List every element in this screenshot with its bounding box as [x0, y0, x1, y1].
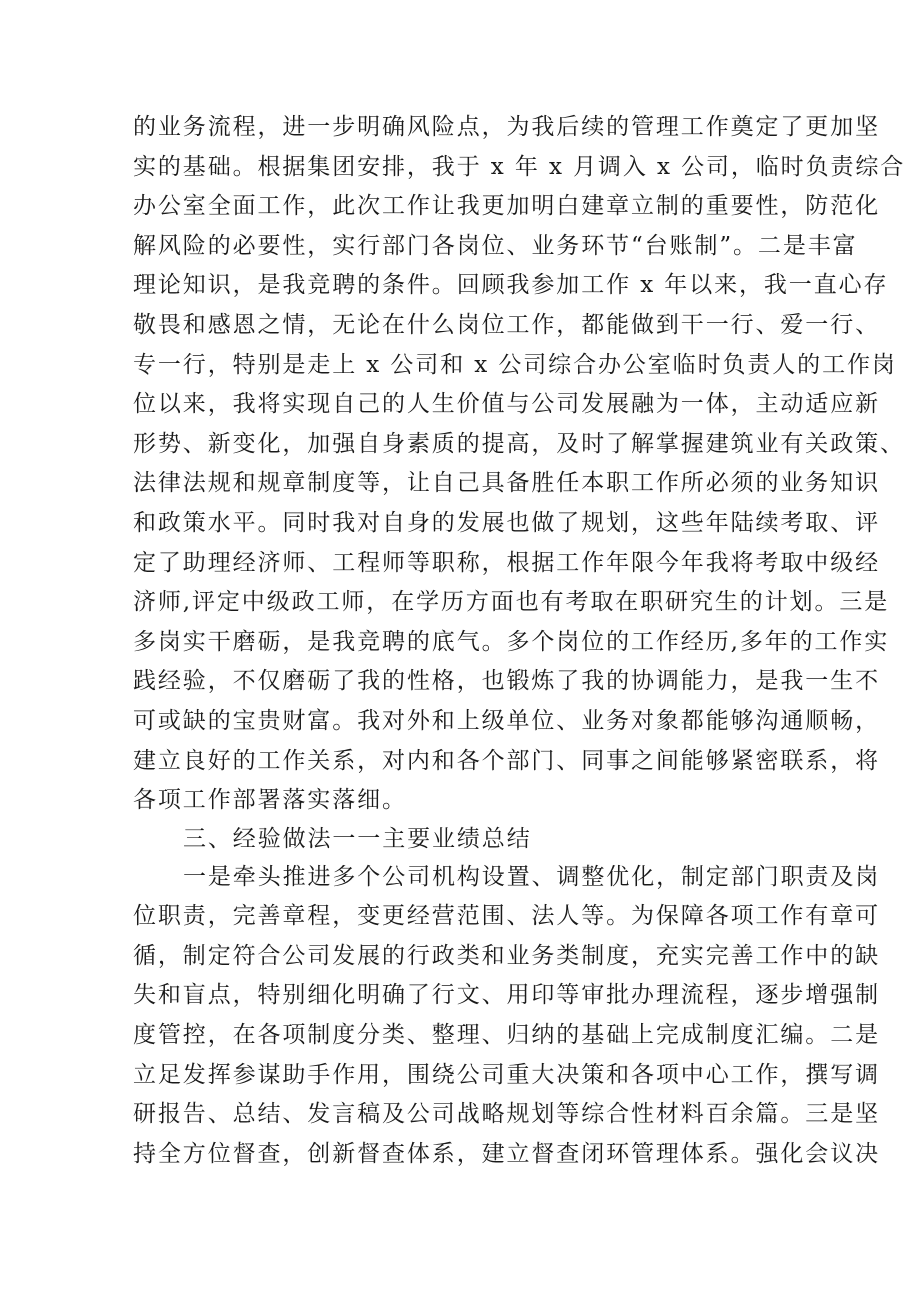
text-line: 办公室全面工作，此次工作让我更加明白建章立制的重要性，防范化	[133, 193, 880, 220]
text-line: 实的基础。根据集团安排，我于 x 年 x 月调入 x 公司，临时负责综合	[133, 153, 906, 180]
text-line: 多岗实干磨砺，是我竞聘的底气。多个岗位的工作经历,多年的工作实	[133, 628, 890, 655]
text-line: 的业务流程，进一步明确风险点，为我后续的管理工作奠定了更加坚	[133, 114, 880, 140]
text-line: 持全方位督查，创新督查体系，建立督查闭环管理体系。强化会议决	[133, 1140, 880, 1167]
section-heading: 三、经验做法一一主要业绩总结	[183, 825, 532, 852]
text-line: 失和盲点，特别细化明确了行文、用印等审批办理流程，逐步增强制	[133, 982, 880, 1009]
text-line: 一是牵头推进多个公司机构设置、调整优化，制定部门职责及岗	[183, 863, 881, 890]
text-line: 定了助理经济师、工程师等职称，根据工作年限今年我将考取中级经	[133, 549, 880, 576]
text-line: 专一行，特别是走上 x 公司和 x 公司综合办公室临时负责人的工作岗	[133, 351, 897, 378]
text-line: 研报告、总结、发言稿及公司战略规划等综合性材料百余篇。三是坚	[133, 1101, 880, 1128]
paragraph-achievements	[133, 858, 881, 1175]
text-line: 循，制定符合公司发展的行政类和业务类制度，充实完善工作中的缺	[133, 942, 880, 969]
text-line: 位职责，完善章程，变更经营范围、法人等。为保障各项工作有章可	[133, 903, 880, 930]
text-line: 理论知识，是我竞聘的条件。回顾我参加工作 x 年以来，我一直心存	[133, 272, 889, 299]
text-line: 形势、新变化，加强自身素质的提高，及时了解掌握建筑业有关政策、	[133, 430, 905, 457]
text-line: 度管控，在各项制度分类、整理、归纳的基础上完成制度汇编。二是	[133, 1022, 880, 1049]
text-line: 可或缺的宝贵财富。我对外和上级单位、业务对象都能够沟通顺畅，	[133, 707, 880, 734]
text-line: 济师,评定中级政工师，在学历方面也有考取在职研究生的计划。三是	[133, 589, 890, 616]
text-line: 敬畏和感恩之情，无论在什么岗位工作，都能做到干一行、爱一行、	[133, 311, 880, 338]
text-line: 法律法规和规章制度等，让自己具备胜任本职工作所必须的业务知识	[133, 470, 880, 497]
text-line: 和政策水平。同时我对自身的发展也做了规划，这些年陆续考取、评	[133, 509, 880, 536]
document-body	[133, 108, 906, 1174]
text-line: 践经验，不仅磨砺了我的性格，也锻炼了我的协调能力，是我一生不	[133, 668, 880, 695]
text-line: 各项工作部署落实落细。	[133, 787, 407, 814]
text-line: 建立良好的工作关系，对内和各个部门、同事之间能够紧密联系，将	[133, 747, 880, 774]
text-line: 位以来，我将实现自己的人生价值与公司发展融为一体，主动适应新	[133, 391, 880, 418]
paragraph-competence	[133, 108, 906, 821]
text-line: 解风险的必要性，实行部门各岗位、业务环节“台账制”。二是丰富	[133, 232, 858, 259]
text-line: 立足发挥参谋助手作用，围绕公司重大决策和各项中心工作，撰写调	[133, 1061, 880, 1088]
